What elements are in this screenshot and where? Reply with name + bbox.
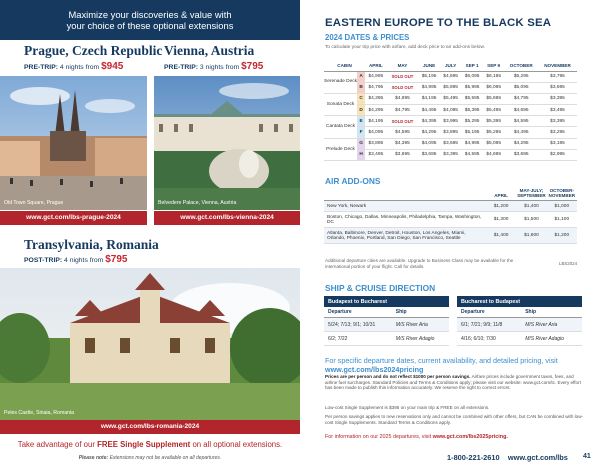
ship-heading-1: Budapest to Bucharest bbox=[324, 296, 449, 307]
transylvania-subtitle bbox=[24, 254, 127, 265]
ship-table-budapest-bucharest bbox=[324, 296, 449, 346]
air-addons-table bbox=[324, 188, 577, 244]
vienna-title: Vienna, Austria bbox=[164, 43, 255, 58]
table-row bbox=[457, 332, 582, 346]
air-city: New York, Newark bbox=[324, 201, 486, 212]
prague-photo bbox=[0, 76, 147, 210]
dates-prices-title: 2024 DATES & PRICES bbox=[325, 33, 410, 42]
fine-print-1-text: Airfare prices include government taxes, fees, and airline fuel surcharges. Standard Policies and Terms & Conditions apply; please visit our website: www.gct.com/tc. Every effort has been made to publish this information accurately. We reserve the right to correct errors. bbox=[325, 374, 581, 391]
prague-image bbox=[0, 76, 147, 210]
price-cell: $3,995 bbox=[440, 116, 462, 127]
dates-header-row bbox=[324, 61, 577, 71]
note-text: Extensions may not be available on all departures. bbox=[109, 455, 222, 461]
table-row bbox=[324, 149, 577, 160]
col-april: APRIL bbox=[365, 61, 387, 71]
table-row bbox=[324, 201, 577, 212]
transylvania-title: Transylvania, Romania bbox=[24, 237, 159, 252]
vienna-nights: 3 nights from bbox=[199, 64, 240, 71]
air-col-april: APRIL bbox=[486, 188, 516, 201]
air-city: Atlanta, Baltimore, Denver, Detroit, Houston, Los Angeles, Miami, Orlando, Phoenix, Portland, San Diego, San Francisco, Seattle bbox=[324, 228, 486, 244]
vienna-image bbox=[154, 76, 300, 210]
price-cell: $5,295 bbox=[461, 116, 483, 127]
single-supplement-promo bbox=[0, 440, 300, 449]
cabin-code: C bbox=[357, 93, 365, 104]
price-cell: $4,395 bbox=[418, 116, 440, 127]
cabin-code: B bbox=[357, 82, 365, 93]
price-cell: $5,695 bbox=[483, 93, 505, 104]
extensions-header bbox=[0, 0, 300, 40]
air-col-oct-nov: OCTOBER-NOVEMBER bbox=[547, 188, 577, 201]
price-cell: $5,495 bbox=[440, 93, 462, 104]
air-price: $1,300 bbox=[486, 212, 516, 228]
ship1-row1-ship: M/S River Aria bbox=[392, 318, 449, 332]
price-cell: $4,795 bbox=[365, 82, 387, 93]
table-row bbox=[324, 82, 577, 93]
price-cell: $4,295 bbox=[365, 105, 387, 116]
col-cabin: CABIN bbox=[324, 61, 365, 71]
price-cell: $4,895 bbox=[387, 93, 419, 104]
price-cell: $4,395 bbox=[365, 93, 387, 104]
page-title: EASTERN EUROPE TO THE BLACK SEA bbox=[325, 17, 552, 29]
price-cell: $4,095 bbox=[418, 138, 440, 149]
fine-print-1 bbox=[325, 374, 587, 391]
info-2025 bbox=[325, 434, 508, 440]
price-cell: $4,995 bbox=[418, 82, 440, 93]
air-header-row bbox=[324, 188, 577, 201]
air-price: $1,000 bbox=[547, 201, 577, 212]
col-june: JUNE bbox=[418, 61, 440, 71]
price-cell: $4,495 bbox=[504, 127, 538, 138]
sold-out-cell: SOLD OUT bbox=[387, 71, 419, 82]
price-cell: $4,795 bbox=[504, 93, 538, 104]
price-cell: $5,395 bbox=[483, 116, 505, 127]
col-november: NOVEMBER bbox=[538, 61, 577, 71]
price-cell: $4,095 bbox=[365, 127, 387, 138]
col-sep1: SEP 1 bbox=[461, 61, 483, 71]
price-cell: $5,895 bbox=[440, 82, 462, 93]
header-line-1: Maximize your discoveries & value with bbox=[68, 9, 232, 20]
vienna-price: $795 bbox=[241, 61, 264, 72]
fine-print-3: Per person savings applies to new reservations only and cannot be combined with other offers, but CAN be combined with low-cost Single Supplements. Standard Terms & Conditions apply. bbox=[325, 414, 584, 425]
fine-print-1-bold: Prices are per person and do not reflect $1000 per person savings. bbox=[325, 374, 471, 379]
price-cell: $4,595 bbox=[387, 127, 419, 138]
air-code: LBS2024 bbox=[559, 261, 578, 266]
air-price: $1,200 bbox=[547, 228, 577, 244]
price-cell: $5,495 bbox=[483, 105, 505, 116]
price-cell: $5,195 bbox=[418, 71, 440, 82]
vienna-photo bbox=[154, 76, 300, 210]
prague-url[interactable]: www.gct.com/lbs-prague-2024 bbox=[0, 211, 147, 225]
table-row bbox=[324, 116, 577, 127]
cabin-code: E bbox=[357, 116, 365, 127]
price-cell: $6,095 bbox=[483, 82, 505, 93]
prague-title: Prague, Czech Republic bbox=[24, 43, 163, 58]
ship-title: SHIP & CRUISE DIRECTION bbox=[325, 283, 436, 293]
price-cell: $4,195 bbox=[365, 116, 387, 127]
transylvania-price: $795 bbox=[105, 254, 128, 265]
table-row bbox=[324, 228, 577, 244]
table-row bbox=[324, 105, 577, 116]
price-cell: $5,395 bbox=[461, 105, 483, 116]
price-cell: $4,295 bbox=[418, 127, 440, 138]
transylvania-photo bbox=[0, 268, 300, 420]
prague-trip-type: PRE-TRIP: bbox=[24, 64, 58, 71]
footer-contact bbox=[447, 453, 568, 462]
price-cell: $4,695 bbox=[504, 105, 538, 116]
sold-out-cell: SOLD OUT bbox=[387, 116, 419, 127]
deck-label: Cantata Deck bbox=[324, 116, 357, 138]
price-cell: $5,595 bbox=[461, 93, 483, 104]
col-july: JULY bbox=[440, 61, 462, 71]
price-cell: $4,795 bbox=[387, 105, 419, 116]
air-price: $1,400 bbox=[516, 201, 546, 212]
table-row bbox=[324, 318, 449, 332]
dates-prices-table bbox=[324, 61, 577, 161]
price-cell: $6,095 bbox=[461, 71, 483, 82]
air-price: $1,500 bbox=[516, 212, 546, 228]
specific-text: For specific departure dates, current availability, and detailed pricing, visit bbox=[325, 356, 558, 365]
air-col-city bbox=[324, 188, 486, 201]
air-col-may-sep: MAY-JULY; SEPTEMBER bbox=[516, 188, 546, 201]
specific-dates-note bbox=[325, 357, 585, 374]
price-cell: $5,295 bbox=[504, 71, 538, 82]
transylvania-trip-type: POST-TRIP: bbox=[24, 257, 63, 264]
price-cell: $3,795 bbox=[538, 71, 577, 82]
price-cell: $3,195 bbox=[538, 138, 577, 149]
price-cell: $5,195 bbox=[461, 127, 483, 138]
price-cell: $4,695 bbox=[483, 149, 505, 160]
price-cell: $4,395 bbox=[387, 138, 419, 149]
ship1-col-ship: Ship bbox=[392, 307, 449, 318]
cabin-code: G bbox=[357, 138, 365, 149]
price-cell: $3,295 bbox=[538, 127, 577, 138]
table-row bbox=[324, 93, 577, 104]
price-cell: $3,695 bbox=[440, 138, 462, 149]
price-cell: $4,595 bbox=[504, 116, 538, 127]
cabin-code: A bbox=[357, 71, 365, 82]
ship2-row2-dep: 4/16; 6/10; 7/30 bbox=[457, 332, 521, 346]
air-price: $1,600 bbox=[516, 228, 546, 244]
ship2-row1-ship: M/S River Aria bbox=[521, 318, 582, 332]
price-cell: $4,995 bbox=[461, 138, 483, 149]
price-cell: $3,695 bbox=[504, 149, 538, 160]
transylvania-nights: 4 nights from bbox=[64, 257, 104, 264]
prague-nights: 4 nights from bbox=[59, 64, 100, 71]
prague-price: $945 bbox=[101, 61, 124, 72]
promo-pre: Take advantage of our bbox=[17, 440, 95, 449]
ship-heading-2: Bucharest to Budapest bbox=[457, 296, 582, 307]
price-cell: $3,495 bbox=[365, 149, 387, 160]
air-note: Additional departure cities are available. Upgrade to Business Class may be available for the international portion of your flight. Call for details. bbox=[325, 258, 514, 269]
table-row bbox=[324, 212, 577, 228]
ship1-col-departure: Departure bbox=[324, 307, 392, 318]
price-cell: $2,995 bbox=[538, 149, 577, 160]
price-cell: $3,695 bbox=[387, 149, 419, 160]
air-addons-title: AIR ADD-ONS bbox=[325, 176, 381, 186]
price-cell: $4,195 bbox=[418, 93, 440, 104]
table-row bbox=[457, 318, 582, 332]
table-row bbox=[324, 138, 577, 149]
pricing-link[interactable]: www.gct.com/lbs2024pricing bbox=[325, 364, 424, 374]
col-may: MAY bbox=[387, 61, 419, 71]
price-cell: $4,695 bbox=[440, 71, 462, 82]
price-cell: $4,995 bbox=[365, 71, 387, 82]
right-page bbox=[300, 0, 600, 475]
price-cell: $3,895 bbox=[440, 127, 462, 138]
price-cell: $4,495 bbox=[418, 105, 440, 116]
price-cell: $6,195 bbox=[483, 71, 505, 82]
vienna-caption: Belvedere Palace, Vienna, Austria bbox=[158, 200, 237, 206]
deck-label: Serenade Deck bbox=[324, 71, 357, 93]
air-price: $1,100 bbox=[547, 212, 577, 228]
ship2-col-ship: Ship bbox=[521, 307, 582, 318]
price-cell: $3,395 bbox=[440, 149, 462, 160]
ship1-row2-ship: M/S River Adagio bbox=[392, 332, 449, 346]
air-price: $1,200 bbox=[486, 201, 516, 212]
prague-caption: Old Town Square, Prague bbox=[4, 200, 64, 206]
price-cell: $3,695 bbox=[538, 82, 577, 93]
fine-print-2: Low-cost Single Supplement is $395 on your main trip & FREE on all extensions. bbox=[325, 405, 490, 410]
dates-table-body bbox=[324, 71, 577, 161]
cabin-code: H bbox=[357, 149, 365, 160]
ship1-row1-dep: 5/24; 7/13; 9/1; 10/31 bbox=[324, 318, 392, 332]
ship-table-bucharest-budapest bbox=[457, 296, 582, 346]
ship2-col-departure: Departure bbox=[457, 307, 521, 318]
info-link[interactable]: www.gct.com/lbs2025pricing. bbox=[432, 434, 508, 440]
price-cell: $4,095 bbox=[440, 105, 462, 116]
table-row bbox=[324, 71, 577, 82]
ship1-row2-dep: 6/2; 7/22 bbox=[324, 332, 392, 346]
vienna-url[interactable]: www.gct.com/lbs-vienna-2024 bbox=[154, 211, 300, 225]
cabin-code: F bbox=[357, 127, 365, 138]
header-line-2: your choice of these optional extensions bbox=[66, 20, 234, 31]
transylvania-image bbox=[0, 268, 300, 420]
price-cell: $4,595 bbox=[461, 149, 483, 160]
table-row bbox=[324, 332, 449, 346]
note-label: Please note: bbox=[78, 455, 109, 461]
vienna-subtitle bbox=[164, 61, 263, 72]
promo-post: on all optional extensions. bbox=[192, 440, 283, 449]
footer-site[interactable]: www.gct.com/lbs bbox=[507, 453, 568, 462]
extensions-note bbox=[0, 455, 300, 461]
price-cell: $4,295 bbox=[504, 138, 538, 149]
price-cell: $3,395 bbox=[538, 116, 577, 127]
price-cell: $3,395 bbox=[538, 93, 577, 104]
air-price: $1,400 bbox=[486, 228, 516, 244]
footer-phone[interactable]: 1-800-221-2610 bbox=[447, 453, 500, 462]
price-cell: $5,095 bbox=[483, 138, 505, 149]
transylvania-url[interactable]: www.gct.com/lbs-romania-2024 bbox=[0, 420, 300, 434]
deck-label: Sonata Deck bbox=[324, 93, 357, 115]
info-text: For information on our 2025 departures, visit bbox=[325, 434, 432, 440]
ship2-row2-ship: M/S River Adagio bbox=[521, 332, 582, 346]
page-number: 41 bbox=[583, 453, 591, 460]
price-cell: $3,495 bbox=[538, 105, 577, 116]
col-october: OCTOBER bbox=[504, 61, 538, 71]
prague-subtitle bbox=[24, 61, 123, 72]
air-city: Boston, Chicago, Dallas, Minneapolis, Philadelphia, Tampa, Washington, DC bbox=[324, 212, 486, 228]
price-cell: $5,295 bbox=[483, 127, 505, 138]
transylvania-caption: Peles Castle, Sinaia, Romania bbox=[4, 410, 75, 416]
promo-bold: FREE Single Supplement bbox=[97, 440, 191, 449]
price-cell: $3,895 bbox=[365, 138, 387, 149]
cabin-code: D bbox=[357, 105, 365, 116]
price-cell: $5,995 bbox=[461, 82, 483, 93]
col-sep9: SEP 9 bbox=[483, 61, 505, 71]
air-table-body bbox=[324, 201, 577, 244]
price-cell: $3,695 bbox=[418, 149, 440, 160]
deck-label: Prelude Deck bbox=[324, 138, 357, 160]
sold-out-cell: SOLD OUT bbox=[387, 82, 419, 93]
calc-note: To calculate your trip price with airfare, add deck price to air add-ons below. bbox=[325, 45, 485, 50]
vienna-trip-type: PRE-TRIP: bbox=[164, 64, 198, 71]
price-cell: $5,095 bbox=[504, 82, 538, 93]
ship2-row1-dep: 6/1; 7/21; 9/9; 11/8 bbox=[457, 318, 521, 332]
table-row bbox=[324, 127, 577, 138]
